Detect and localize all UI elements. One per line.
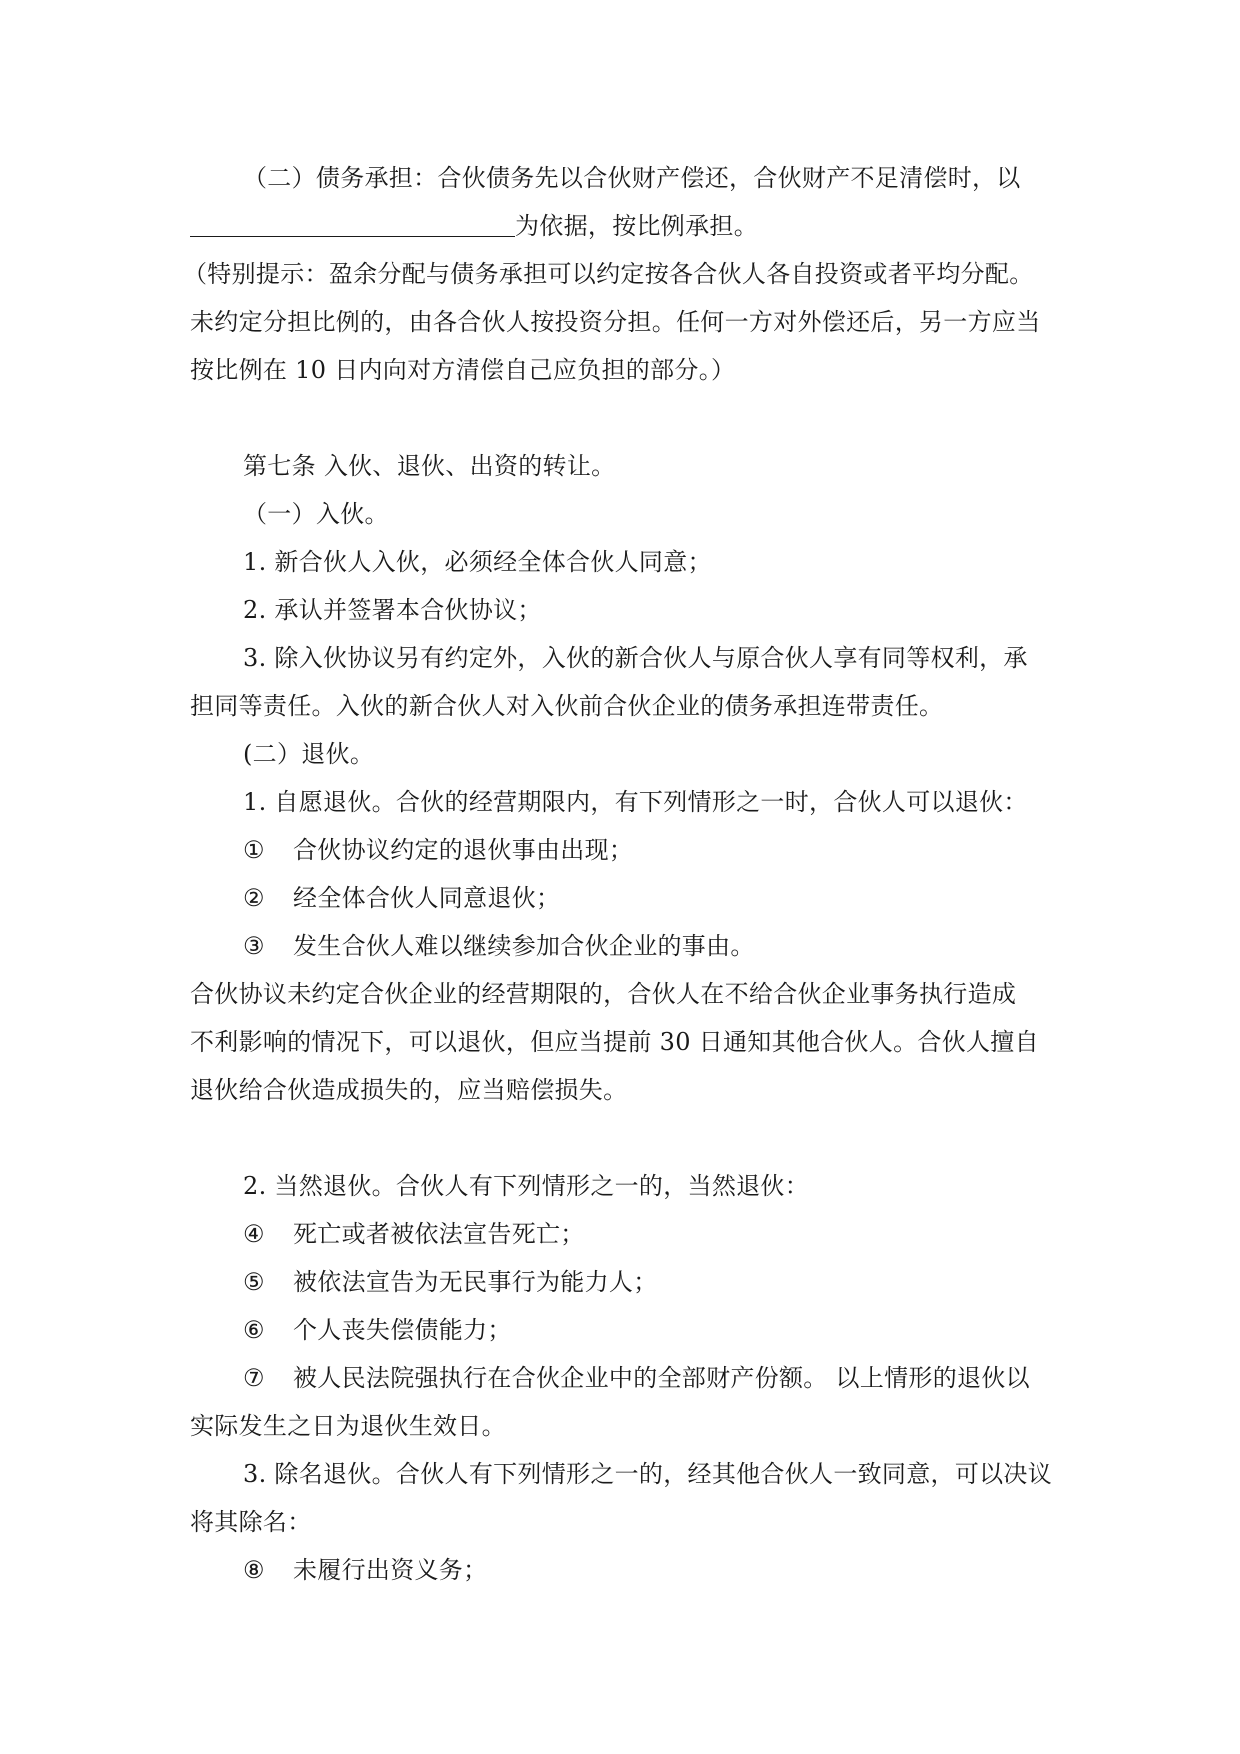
item-text: 被依法宣告为无民事行为能力人； xyxy=(293,1268,658,1296)
item-text: 死亡或者被依法宣告死亡； xyxy=(293,1220,585,1248)
item-number: ① xyxy=(243,836,265,864)
expulsion-heading-line-1: 3. 除名退伙。合伙人有下列情形之一的，经其他合伙人一致同意，可以决议 xyxy=(243,1460,1053,1488)
item-text: 经全体合伙人同意退伙； xyxy=(293,884,561,912)
automatic-item-7 xyxy=(243,1363,1113,1393)
voluntary-paragraph-line-3: 退伙给合伙造成损失的，应当赔偿损失。 xyxy=(190,1076,628,1104)
special-note-line-2: 未约定分担比例的，由各合伙人按投资分担。任何一方对外偿还后，另一方应当 xyxy=(190,308,1041,336)
debt-clause-line-2 xyxy=(190,211,1060,241)
item-number: ④ xyxy=(243,1220,265,1248)
item-number: ⑧ xyxy=(243,1556,265,1584)
item-text: 发生合伙人难以继续参加合伙企业的事由。 xyxy=(293,932,755,960)
item-number: ⑤ xyxy=(243,1268,265,1296)
item-text: 合伙协议约定的退伙事由出现； xyxy=(293,836,634,864)
item-number: ⑦ xyxy=(243,1364,265,1392)
debt-clause-line-1: （二）债务承担：合伙债务先以合伙财产偿还，合伙财产不足清偿时，以 xyxy=(243,164,1021,192)
voluntary-paragraph-line-1: 合伙协议未约定合伙企业的经营期限的，合伙人在不给合伙企业事务执行造成 xyxy=(190,980,1017,1008)
voluntary-withdraw-heading: 1. 自愿退伙。合伙的经营期限内，有下列情形之一时，合伙人可以退伙： xyxy=(243,788,1028,816)
article-7-title: 第七条 入伙、退伙、出资的转让。 xyxy=(243,452,616,480)
special-note-line-1: （特别提示：盈余分配与债务承担可以约定按各合伙人各自投资或者平均分配。 xyxy=(183,260,1034,288)
voluntary-paragraph-line-2: 不利影响的情况下，可以退伙，但应当提前 30 日通知其他合伙人。合伙人擅自 xyxy=(190,1028,1039,1056)
expulsion-heading-line-2: 将其除名： xyxy=(190,1508,312,1536)
automatic-item-5 xyxy=(243,1267,1113,1297)
item-number: ② xyxy=(243,884,265,912)
expulsion-item-8 xyxy=(243,1555,1113,1585)
item-number: ⑥ xyxy=(243,1316,265,1344)
item-text: 被人民法院强执行在合伙企业中的全部财产份额。 以上情形的退伙以 xyxy=(293,1364,1030,1392)
automatic-item-6 xyxy=(243,1315,1113,1345)
join-item-3-line-1: 3. 除入伙协议另有约定外，入伙的新合伙人与原合伙人享有同等权利，承 xyxy=(243,644,1028,672)
item-text: 未履行出资义务； xyxy=(293,1556,488,1584)
item-text: 个人丧失偿债能力； xyxy=(293,1316,512,1344)
automatic-item-4 xyxy=(243,1219,1113,1249)
voluntary-item-2 xyxy=(243,883,1113,913)
fill-in-blank[interactable] xyxy=(190,214,515,237)
join-heading: （一）入伙。 xyxy=(243,500,389,528)
join-item-2: 2. 承认并签署本合伙协议； xyxy=(243,596,542,624)
withdraw-heading: (二）退伙。 xyxy=(243,740,375,768)
join-item-1: 1. 新合伙人入伙，必须经全体合伙人同意； xyxy=(243,548,712,576)
special-note-line-3: 按比例在 10 日内向对方清偿自己应负担的部分。） xyxy=(190,356,736,384)
item-number: ③ xyxy=(243,932,265,960)
join-item-3-line-2: 担同等责任。入伙的新合伙人对入伙前合伙企业的债务承担连带责任。 xyxy=(190,692,944,720)
automatic-withdraw-heading: 2. 当然退伙。合伙人有下列情形之一的，当然退伙： xyxy=(243,1172,810,1200)
debt-clause-line-2-text: 为依据，按比例承担。 xyxy=(515,212,758,240)
voluntary-item-1 xyxy=(243,835,1113,865)
automatic-tail-line: 实际发生之日为退伙生效日。 xyxy=(190,1412,506,1440)
voluntary-item-3 xyxy=(243,931,1113,961)
